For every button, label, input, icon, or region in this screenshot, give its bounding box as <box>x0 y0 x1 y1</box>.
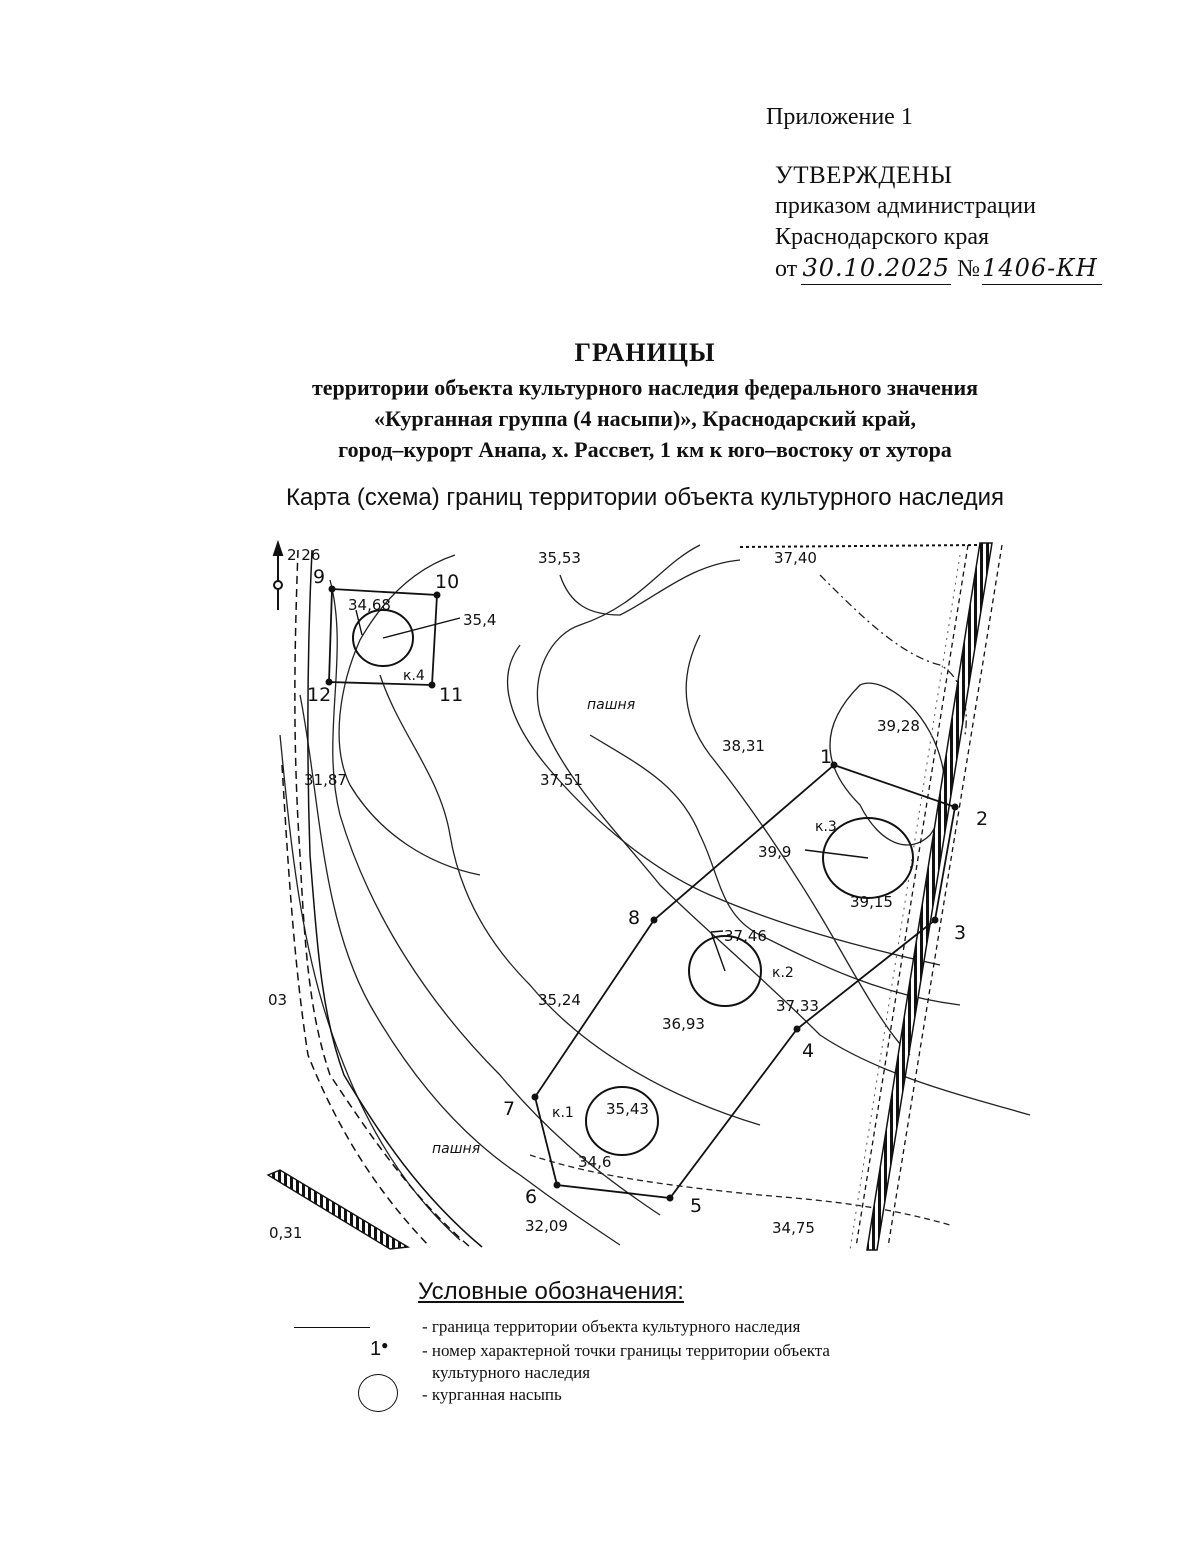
vertex-9 <box>329 586 336 593</box>
vertex-2 <box>952 804 959 811</box>
vertex-3 <box>932 917 939 924</box>
contour-line <box>560 560 740 615</box>
field-label: пашня <box>432 1141 481 1157</box>
elevation-label: 39,28 <box>877 717 920 735</box>
approval-date: 30.10.2025 <box>801 253 951 285</box>
approval-date-line <box>775 253 1102 285</box>
legend <box>290 1278 1050 1418</box>
legend-circle-icon <box>358 1374 398 1412</box>
contour-line <box>820 575 966 735</box>
elevation-label: 39,15 <box>850 893 893 911</box>
mounds <box>353 610 913 1155</box>
mound-label-k1: к.1 <box>552 1105 574 1121</box>
legend-item-boundary: - граница территории объекта культурного наследия <box>422 1317 801 1336</box>
heading-line1: территории объекта культурного наследия федерального значения <box>311 375 979 400</box>
elevation-labels <box>268 546 920 1242</box>
vertex-8 <box>651 917 658 924</box>
elevation-label: 37,33 <box>776 997 819 1015</box>
legend-item-point: - номер характерной точки границы территории объекта <box>422 1341 830 1360</box>
mound-label-k3: к.3 <box>815 819 837 835</box>
heading-title: ГРАНИЦЫ <box>574 338 716 367</box>
contour-lines <box>280 545 1030 1245</box>
legend-title: Условные обозначения: <box>418 1278 684 1305</box>
legend-item-point-cont: культурного наследия <box>432 1363 591 1382</box>
north-arrow-icon <box>274 543 282 610</box>
elevation-label: 37,40 <box>774 549 817 567</box>
appendix-label: Приложение 1 <box>766 104 913 130</box>
point-label-8: 8 <box>628 907 641 929</box>
point-label-10: 10 <box>435 571 460 593</box>
road-edge-top <box>740 545 980 547</box>
elevation-label: 37,51 <box>540 771 583 789</box>
field-label: пашня <box>587 697 636 713</box>
legend-line-symbol <box>294 1327 370 1328</box>
point-label-1: 1 <box>820 746 833 768</box>
approval-block <box>775 160 1102 285</box>
elevation-label: 2 26 <box>287 546 321 564</box>
field-labels <box>432 697 635 1157</box>
elevation-label: 34,6 <box>578 1153 612 1171</box>
elevation-label: 35,4 <box>463 611 497 629</box>
boundary-point-labels <box>307 566 988 1217</box>
elevation-label: 34,75 <box>772 1219 815 1237</box>
document-heading <box>0 338 1200 465</box>
elevation-label: 36,93 <box>662 1015 705 1033</box>
elevation-label: 34,68 <box>348 596 391 614</box>
map-caption: Карта (схема) границ территории объекта культурного наследия <box>285 484 1005 511</box>
vertex-7 <box>532 1094 539 1101</box>
legend-point-number: 1 <box>370 1338 382 1360</box>
heading-line2: «Курганная группа (4 насыпи)», Краснодарский край, <box>373 406 917 431</box>
contour-line <box>686 635 910 1055</box>
elevation-label: 37,46 <box>724 927 767 945</box>
mound-label-k2: к.2 <box>772 965 794 981</box>
elevation-label: 35,43 <box>606 1100 649 1118</box>
approval-from-prefix: от <box>775 256 798 282</box>
point-label-5: 5 <box>690 1195 703 1217</box>
vertex-4 <box>794 1026 801 1033</box>
boundary-map <box>260 535 1040 1260</box>
vertex-6 <box>554 1182 561 1189</box>
elevation-label: 31,87 <box>304 771 347 789</box>
approval-line1: приказом администрации <box>775 193 1036 219</box>
elevation-label: 0,31 <box>269 1224 303 1242</box>
point-label-12: 12 <box>307 684 332 706</box>
elevation-label: 03 <box>268 991 288 1009</box>
approval-line2: Краснодарского края <box>775 224 990 250</box>
point-label-6: 6 <box>525 1186 538 1208</box>
mound-label-k4: к.4 <box>403 668 425 684</box>
legend-point-symbol: 1● <box>370 1338 389 1360</box>
approval-number-prefix: № <box>957 256 981 282</box>
point-label-4: 4 <box>802 1040 815 1062</box>
vertex-11 <box>429 682 436 689</box>
elevation-label: 39,9 <box>758 843 792 861</box>
elevation-label: 35,53 <box>538 549 581 567</box>
point-label-9: 9 <box>313 566 326 588</box>
point-label-7: 7 <box>503 1098 516 1120</box>
elevation-label: 32,09 <box>525 1217 568 1235</box>
contour-line <box>508 645 940 965</box>
elevation-label: 35,24 <box>538 991 581 1009</box>
approval-number: 1406-КН <box>982 253 1102 285</box>
approval-title: УТВЕРЖДЕНЫ <box>775 162 953 189</box>
heading-line3: город–курорт Анапа, х. Рассвет, 1 км к юго–востоку от хутора <box>338 437 952 462</box>
mound-k1 <box>586 1087 658 1155</box>
elevation-label: 38,31 <box>722 737 765 755</box>
point-label-11: 11 <box>439 684 464 706</box>
legend-item-mound: - курганная насыпь <box>422 1385 562 1404</box>
point-label-3: 3 <box>954 922 967 944</box>
vertex-5 <box>667 1195 674 1202</box>
point-label-2: 2 <box>976 808 989 830</box>
contour-line <box>380 675 760 1125</box>
contour-line <box>280 735 460 1240</box>
